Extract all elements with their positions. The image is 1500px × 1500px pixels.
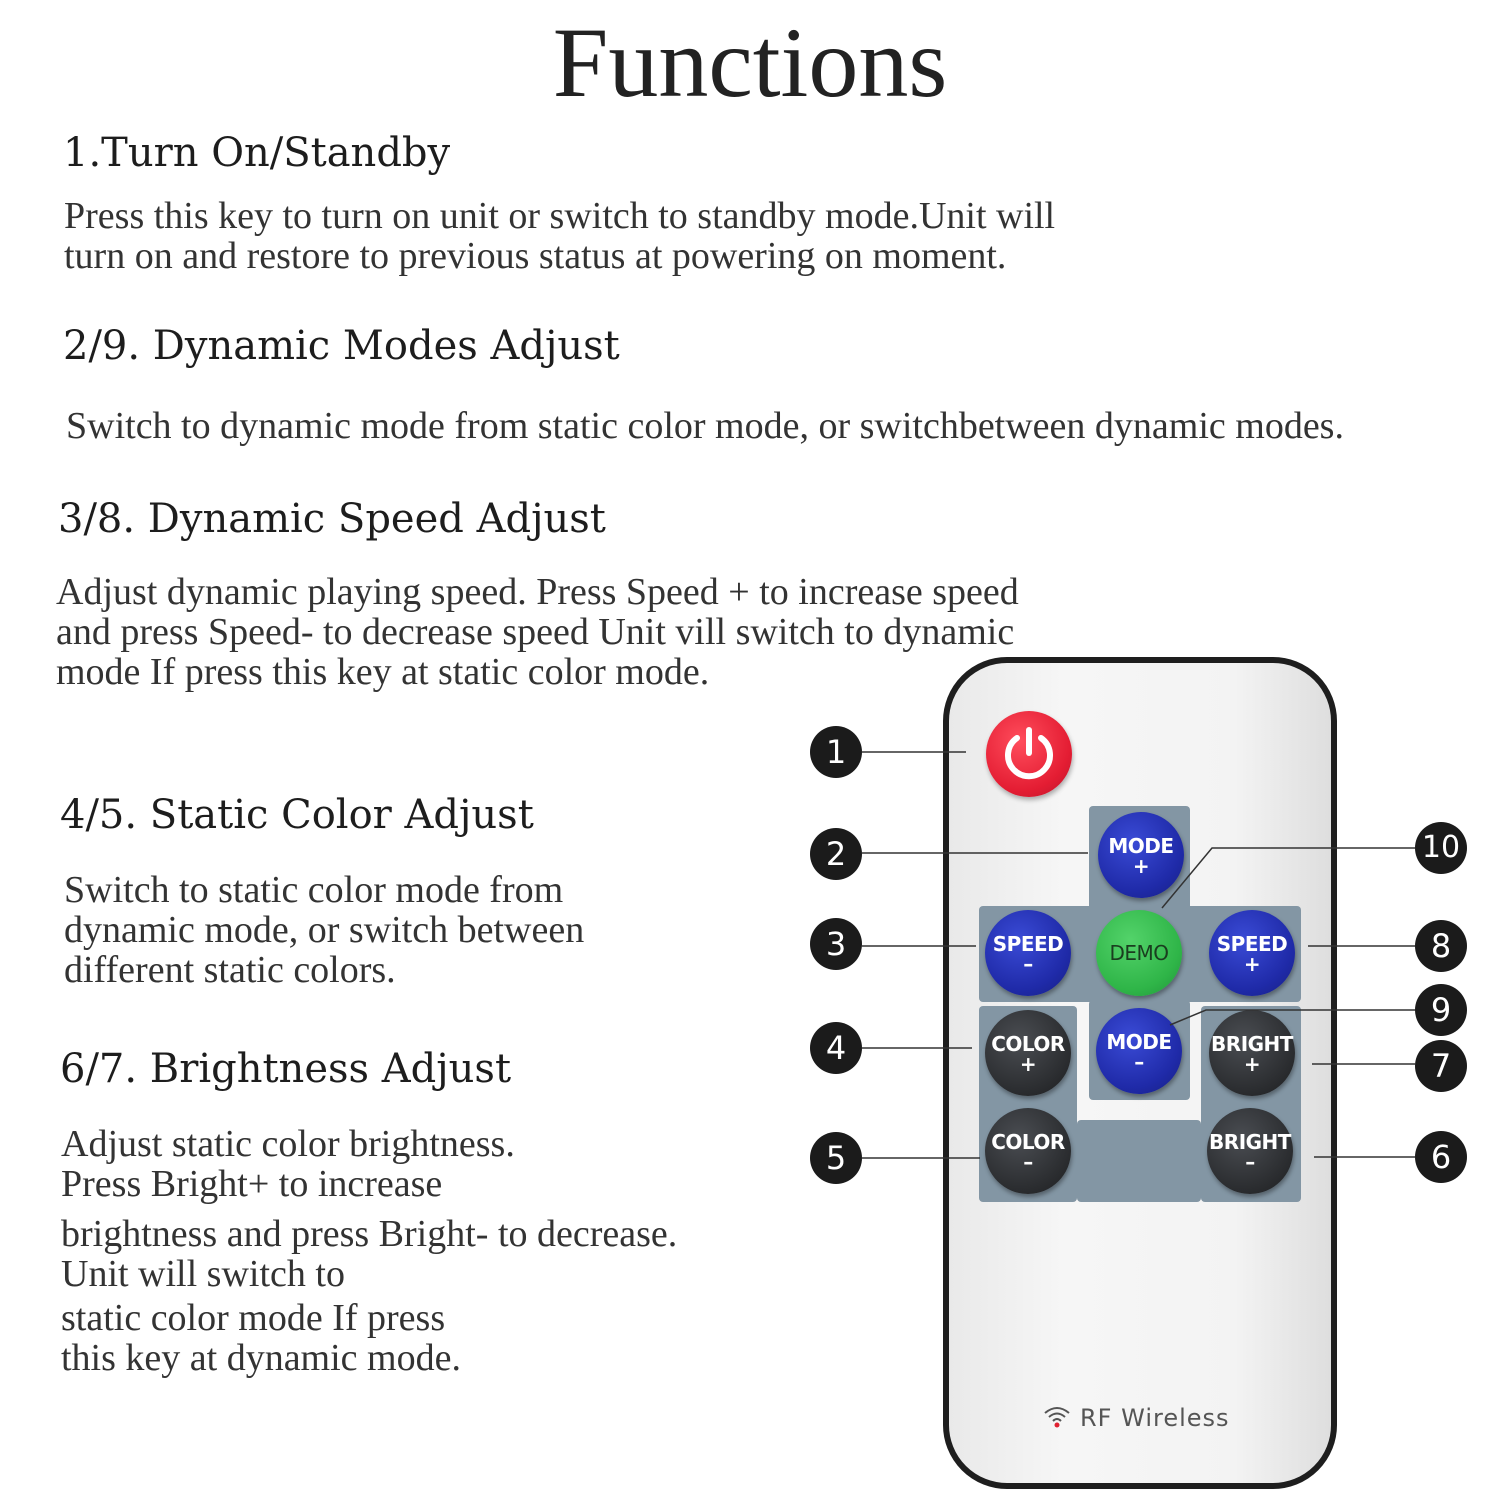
text-line: dynamic mode, or switch between (64, 909, 585, 951)
text-line: mode If press this key at static color mode. (56, 651, 710, 693)
button-sign: + (1019, 1052, 1037, 1076)
button-label: DEMO (1109, 941, 1169, 965)
section-heading-brightness: 6/7. Brightness Adjust (60, 1046, 512, 1092)
text-line: Switch to dynamic mode from static color mode, or switchbetween dynamic modes. (66, 405, 1344, 447)
callout-line-9 (1170, 1010, 1415, 1025)
text-line: Adjust dynamic playing speed. Press Speed + to increase speed (56, 571, 1019, 613)
button-sign: – (1023, 952, 1033, 976)
callout-number: 7 (1415, 1040, 1467, 1092)
button-label: MODE (1108, 834, 1174, 858)
text-line: static color mode If press (61, 1297, 446, 1339)
section-heading-static-color: 4/5. Static Color Adjust (60, 792, 534, 838)
text-line: Adjust static color brightness. (61, 1123, 515, 1165)
text-line: Unit will switch to (61, 1253, 345, 1295)
callout-number: 8 (1415, 920, 1467, 972)
callout-number: 1 (810, 726, 862, 778)
rf-wireless-text: RF Wireless (1080, 1404, 1230, 1432)
callout-number: 5 (810, 1132, 862, 1184)
callout-number: 4 (810, 1022, 862, 1074)
button-label: BRIGHT (1209, 1130, 1291, 1154)
callout-number: 3 (810, 918, 862, 970)
button-sign: – (1245, 1150, 1255, 1174)
page-title: Functions (552, 7, 948, 118)
button-sign: + (1132, 854, 1150, 878)
text-line: different static colors. (64, 949, 396, 991)
button-label: MODE (1106, 1030, 1172, 1054)
text-line: this key at dynamic mode. (61, 1337, 461, 1379)
text-line: and press Speed- to decrease speed Unit vill switch to dynamic (56, 611, 1015, 653)
button-label: BRIGHT (1211, 1032, 1293, 1056)
section-heading-dynamic-speed: 3/8. Dynamic Speed Adjust (58, 496, 606, 542)
text-line: Press Bright+ to increase (61, 1163, 443, 1205)
button-sign: + (1243, 952, 1261, 976)
section-heading-turn-on: 1.Turn On/Standby (63, 130, 451, 176)
button-sign: – (1023, 1150, 1033, 1174)
button-sign: – (1134, 1050, 1144, 1074)
button-label: COLOR (991, 1130, 1065, 1154)
text-line: Press this key to turn on unit or switch to standby mode.Unit will (64, 195, 1056, 237)
button-label: COLOR (991, 1032, 1065, 1056)
callout-number: 10 (1415, 822, 1467, 874)
section-heading-dynamic-modes: 2/9. Dynamic Modes Adjust (63, 323, 620, 369)
text-line: Switch to static color mode from (64, 869, 564, 911)
callout-number: 6 (1415, 1131, 1467, 1183)
callout-line-10 (1162, 848, 1415, 908)
text-line: brightness and press Bright- to decrease. (61, 1213, 678, 1255)
callout-number: 2 (810, 828, 862, 880)
button-label: SPEED (992, 932, 1064, 956)
button-label: SPEED (1216, 932, 1288, 956)
button-sign: + (1243, 1052, 1261, 1076)
text-line: turn on and restore to previous status at powering on moment. (64, 235, 1007, 277)
callout-number: 9 (1415, 984, 1467, 1036)
